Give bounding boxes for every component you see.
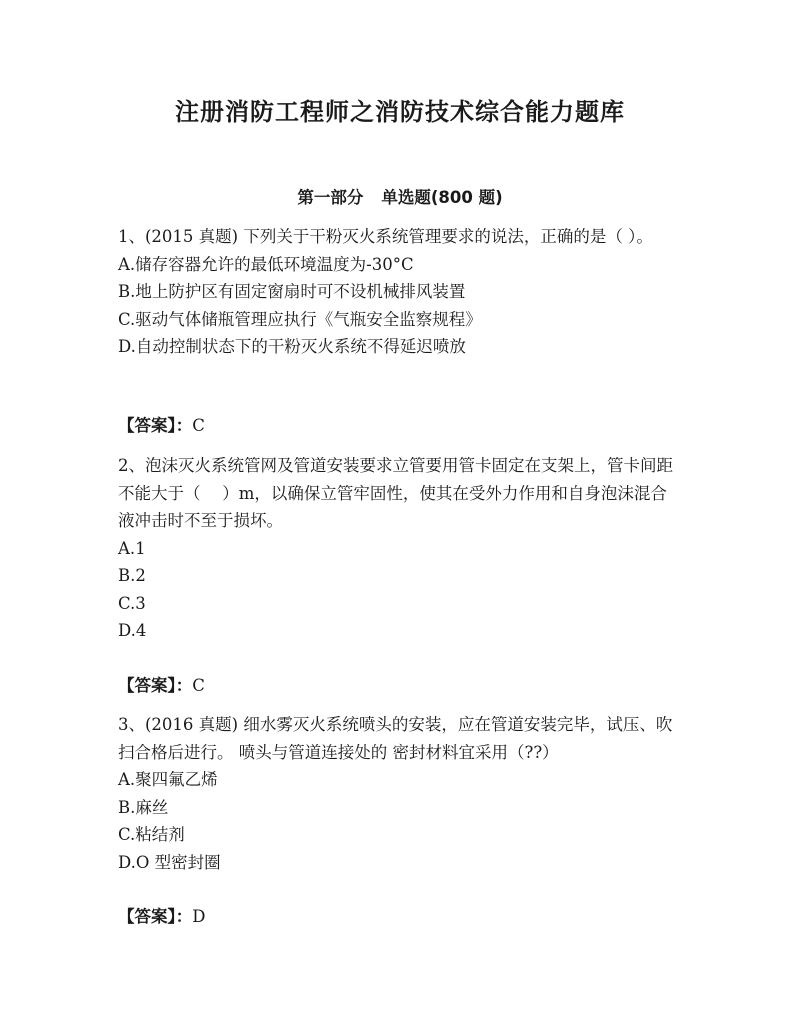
section-heading-type: 单选题(800 题) bbox=[381, 188, 503, 207]
question-3-option-a: A.聚四氟乙烯 bbox=[118, 770, 218, 789]
question-1-answer bbox=[118, 412, 205, 440]
question-1 bbox=[118, 223, 683, 361]
question-2-option-d: D.4 bbox=[118, 621, 147, 640]
answer-label: 【答案】： bbox=[118, 416, 193, 435]
question-3-option-c: C.粘结剂 bbox=[118, 825, 185, 844]
question-1-option-d: D.自动控制状态下的干粉灭火系统不得延迟喷放 bbox=[118, 337, 466, 356]
answer-label: 【答案】： bbox=[118, 676, 193, 695]
question-3 bbox=[118, 711, 683, 876]
question-1-option-b: B.地上防护区有固定窗扇时可不设机械排风装置 bbox=[118, 282, 466, 301]
question-2-answer bbox=[118, 672, 205, 700]
section-heading-part: 第一部分 bbox=[297, 188, 364, 207]
answer-value: C bbox=[192, 416, 205, 435]
question-2-stem: 2、泡沫灭火系统管网及管道安装要求立管要用管卡固定在支架上，管卡间距不能大于（ ）m，以确保立管牢固性，使其在受外力作用和自身泡沫混合液冲击时不至于损坏。 bbox=[118, 456, 673, 530]
question-2 bbox=[118, 452, 683, 645]
question-3-option-d: D.O 型密封圈 bbox=[118, 852, 221, 872]
question-2-option-a: A.1 bbox=[118, 538, 146, 558]
question-3-option-b: B.麻丝 bbox=[118, 797, 169, 817]
question-2-option-b: B.2 bbox=[118, 566, 146, 585]
question-1-option-a: A.储存容器允许的最低环境温度为-30°C bbox=[118, 254, 414, 274]
question-3-stem: 3、(2016 真题) 细水雾灭火系统喷头的安装，应在管道安装完毕，试压、吹扫合格后进行。 喷头与管道连接处的 密封材料宜采用（??） bbox=[118, 715, 673, 762]
answer-value: C bbox=[192, 676, 205, 695]
question-1-stem: 1、(2015 真题) 下列关于干粉灭火系统管理要求的说法，正确的是（ ）。 bbox=[118, 227, 653, 246]
question-3-answer bbox=[118, 903, 205, 931]
question-2-option-c: C.3 bbox=[118, 593, 146, 613]
document-title: 注册消防工程师之消防技术综合能力题库 bbox=[175, 98, 625, 126]
answer-value: D bbox=[192, 907, 206, 926]
answer-label: 【答案】： bbox=[118, 907, 193, 926]
section-heading bbox=[0, 184, 800, 208]
question-1-option-c: C.驱动气体储瓶管理应执行《气瓶安全监察规程》 bbox=[118, 309, 482, 329]
